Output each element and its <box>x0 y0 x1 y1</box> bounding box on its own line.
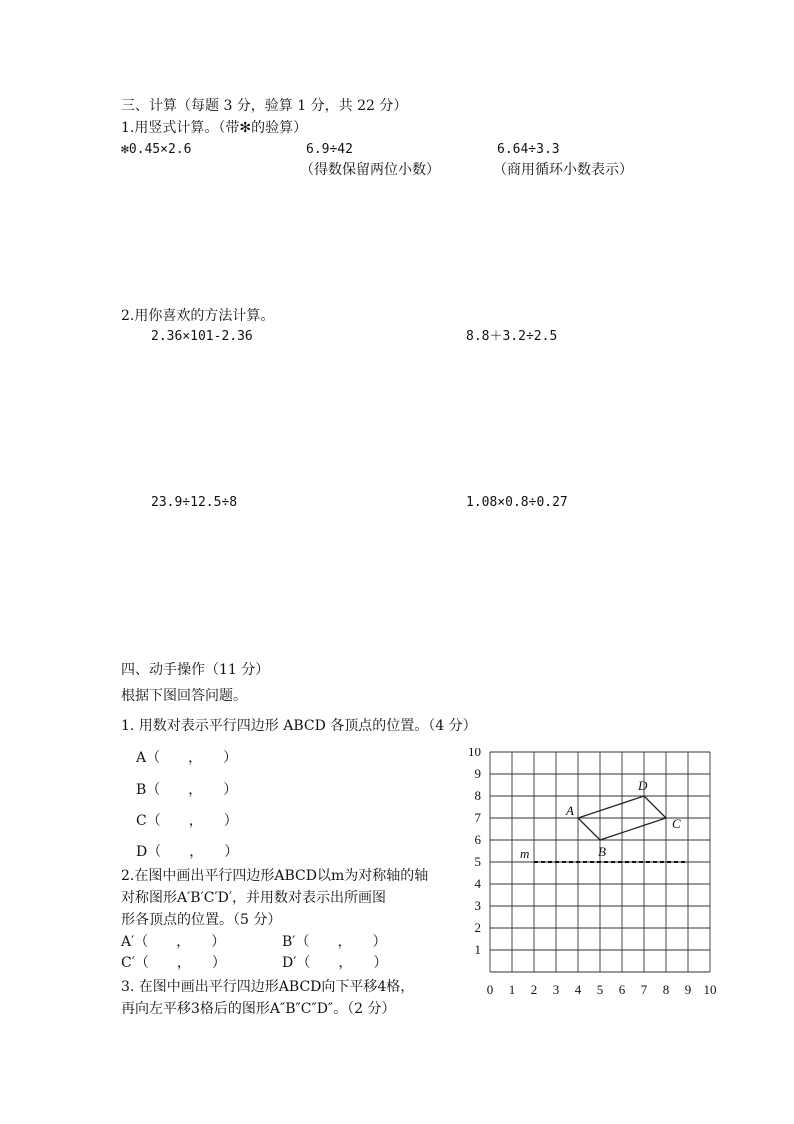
q1-item-1-expr: ✻0.45×2.6 <box>121 142 192 157</box>
y-tick-label: 3 <box>474 898 481 913</box>
y-tick-label: 6 <box>474 832 481 847</box>
blank-A: A（ ， ） <box>136 750 238 766</box>
blank-C: C（ ， ） <box>136 813 238 829</box>
s4-q2-line3: 形各顶点的位置。（5 分） <box>121 912 282 928</box>
blank-D-prime: D′（ ， ） <box>282 955 388 971</box>
x-tick-label: 10 <box>703 982 717 997</box>
q1-item-3-expr: 6.64÷3.3 <box>497 142 560 157</box>
x-tick-label: 1 <box>508 982 516 997</box>
y-tick-label: 1 <box>474 942 481 957</box>
axis-m-label: m <box>520 846 530 861</box>
q1-item-2-note: （得数保留两位小数） <box>300 162 440 178</box>
s4-q2-line1: 2.在图中画出平行四边形ABCD以m为对称轴的轴 <box>121 868 429 884</box>
vertex-label-c: C <box>672 816 681 831</box>
vertex-label-d: D <box>638 778 648 793</box>
q1-item-2-expr: 6.9÷42 <box>306 142 353 157</box>
y-tick-label: 9 <box>474 766 481 781</box>
blank-B-prime: B′（ ， ） <box>282 934 387 950</box>
q1-item-3-note: （商用循环小数表示） <box>493 162 633 178</box>
y-tick-label: 4 <box>474 876 481 891</box>
q1-title: 1.用竖式计算。（带✻的验算） <box>121 120 308 136</box>
y-tick-label: 5 <box>474 854 481 869</box>
x-tick-label: 6 <box>618 982 626 997</box>
y-tick-label: 10 <box>468 748 481 759</box>
section3-heading: 三、计算（每题 3 分，验算 1 分，共 22 分） <box>121 98 408 114</box>
y-tick-label: 7 <box>474 810 481 825</box>
vertex-label-b: B <box>598 844 606 859</box>
q2-item-2: 8.8＋3.2÷2.5 <box>466 329 558 344</box>
blank-B: B（ ， ） <box>136 782 238 798</box>
blank-C-prime: C′（ ， ） <box>121 955 226 971</box>
blank-D: D（ ， ） <box>136 844 239 860</box>
section4-intro: 根据下图回答问题。 <box>121 688 247 704</box>
x-tick-label: 2 <box>530 982 538 997</box>
s4-q3-line2: 再向左平移3格后的图形A″B″C″D″。（2 分） <box>121 1001 396 1017</box>
q2-item-3: 23.9÷12.5÷8 <box>151 495 238 510</box>
section4-heading: 四、动手操作（11 分） <box>121 662 270 678</box>
s4-q3-line1: 3. 在图中画出平行四边形ABCD向下平移4格， <box>121 979 415 995</box>
blank-A-prime: A′（ ， ） <box>121 934 226 950</box>
x-tick-label: 4 <box>574 982 582 997</box>
x-tick-label: 0 <box>486 982 494 997</box>
coordinate-grid-figure <box>460 748 720 1004</box>
y-tick-label: 2 <box>474 920 481 935</box>
x-tick-label: 9 <box>684 982 692 997</box>
vertex-label-a: A <box>566 803 574 818</box>
q2-item-1: 2.36×101-2.36 <box>151 329 253 344</box>
y-tick-label: 8 <box>474 788 481 803</box>
q2-title: 2.用你喜欢的方法计算。 <box>121 308 275 324</box>
x-tick-label: 8 <box>662 982 670 997</box>
x-tick-label: 5 <box>596 982 604 997</box>
x-tick-label: 7 <box>640 982 648 997</box>
s4-q1-title: 1. 用数对表示平行四边形 ABCD 各顶点的位置。（4 分） <box>121 718 477 734</box>
x-tick-label: 3 <box>552 982 560 997</box>
q2-item-4: 1.08×0.8÷0.27 <box>466 495 568 510</box>
s4-q2-line2: 对称图形A′B′C′D′，并用数对表示出所画图 <box>121 890 387 906</box>
